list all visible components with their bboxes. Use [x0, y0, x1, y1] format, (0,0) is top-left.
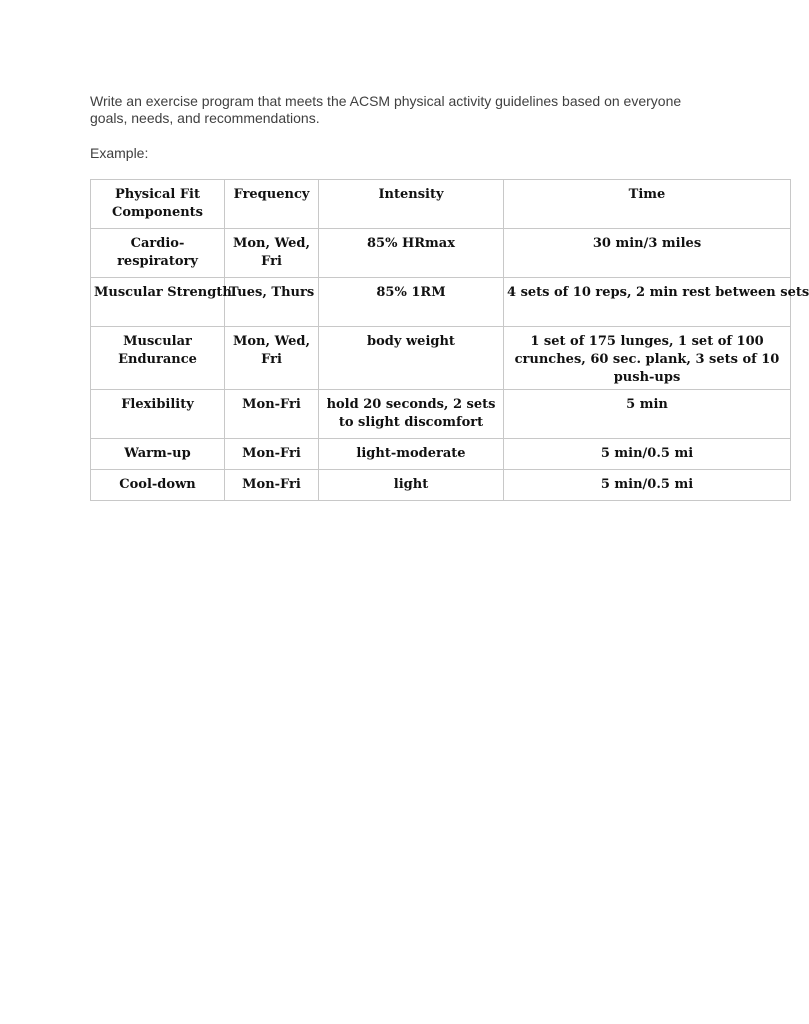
frequency-cell: Tues, Thurs	[225, 278, 319, 327]
header-cell-frequency: Frequency	[225, 180, 319, 229]
time-cell: 4 sets of 10 reps, 2 min rest between sets	[504, 278, 791, 327]
component-cell: Cool-down	[91, 470, 225, 501]
intensity-cell: body weight	[319, 327, 504, 390]
table-row	[91, 327, 791, 390]
frequency-cell: Mon-Fri	[225, 390, 319, 439]
table-row	[91, 390, 791, 439]
intensity-cell: light-moderate	[319, 439, 504, 470]
frequency-cell: Mon-Fri	[225, 470, 319, 501]
table-row	[91, 278, 791, 327]
intensity-cell: 85% HRmax	[319, 229, 504, 278]
component-cell: Flexibility	[91, 390, 225, 439]
instructions-paragraph: Write an exercise program that meets the ACSM physical activity guidelines based on everyone goals, needs, and recommendations.	[90, 93, 682, 126]
table-header-row	[91, 180, 791, 229]
exercise-program-table	[90, 179, 809, 501]
time-cell: 5 min	[504, 390, 791, 439]
table-row	[91, 439, 791, 470]
intensity-cell: 85% 1RM	[319, 278, 504, 327]
intensity-cell: hold 20 seconds, 2 sets to slight discomfort	[319, 390, 504, 439]
header-cell-intensity: Intensity	[319, 180, 504, 229]
time-cell: 30 min/3 miles	[504, 229, 791, 278]
instructions-text	[90, 93, 690, 127]
component-cell: Warm-up	[91, 439, 225, 470]
intensity-cell: light	[319, 470, 504, 501]
exercise-program-table-container	[90, 179, 809, 499]
header-cell-components: Physical Fit Components	[91, 180, 225, 229]
frequency-cell: Mon, Wed, Fri	[225, 327, 319, 390]
header-cell-time: Time	[504, 180, 791, 229]
time-cell: 5 min/0.5 mi	[504, 470, 791, 501]
frequency-cell: Mon, Wed, Fri	[225, 229, 319, 278]
table-row	[91, 229, 791, 278]
time-cell: 1 set of 175 lunges, 1 set of 100 crunches, 60 sec. plank, 3 sets of 10 push-ups	[504, 327, 791, 390]
table-row	[91, 470, 791, 501]
component-cell: Cardio-respiratory	[91, 229, 225, 278]
component-cell: Muscular Endurance	[91, 327, 225, 390]
time-cell: 5 min/0.5 mi	[504, 439, 791, 470]
example-label: Example:	[90, 145, 149, 161]
component-cell: Muscular Strength	[91, 278, 225, 327]
frequency-cell: Mon-Fri	[225, 439, 319, 470]
